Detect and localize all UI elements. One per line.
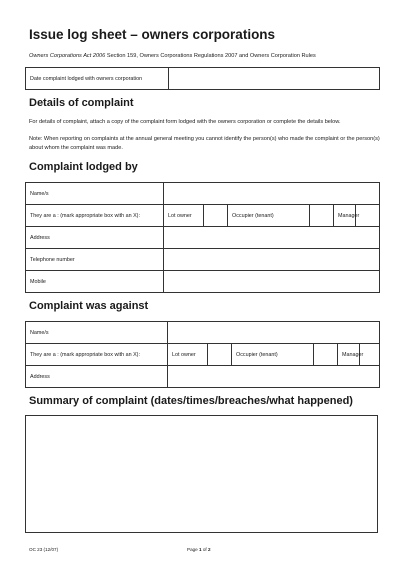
details-instructions: For details of complaint, attach a copy of the complaint form lodged with the owners corporation or complete the details below. — [29, 119, 341, 125]
against-name-field[interactable] — [168, 322, 380, 344]
page-number — [187, 547, 211, 552]
details-heading: Details of complaint — [29, 97, 134, 109]
against-address-label: Address — [26, 366, 168, 388]
page-word: Page — [187, 547, 200, 552]
form-code: OC 23 (12/07) — [29, 547, 59, 552]
against-lot-owner-label: Lot owner — [168, 344, 208, 366]
lodged-by-table — [25, 182, 380, 293]
act-name: Owners Corporations Act 2006 — [29, 53, 106, 59]
lodged-telephone-field[interactable] — [164, 249, 380, 271]
against-address-field[interactable] — [168, 366, 380, 388]
lodged-lot-owner-label: Lot owner — [164, 205, 204, 227]
lodged-mobile-field[interactable] — [164, 271, 380, 293]
lodged-lot-owner-checkbox[interactable] — [204, 205, 228, 227]
legislation-subtitle — [29, 53, 316, 59]
details-note: Note: When reporting on complaints at the annual general meeting you cannot identify the person(s) who made the complaint or the person(s) about whom the complaint was made. — [29, 136, 380, 151]
date-lodged-field[interactable] — [169, 68, 380, 90]
against-type-label: They are a : (mark appropriate box with an X): — [26, 344, 168, 366]
lodged-by-heading: Complaint lodged by — [29, 161, 138, 173]
against-name-label: Name/s — [26, 322, 168, 344]
lodged-occupier-checkbox[interactable] — [310, 205, 334, 227]
lodged-manager-label: Manager — [334, 205, 356, 227]
against-lot-owner-checkbox[interactable] — [208, 344, 232, 366]
date-lodged-table — [25, 67, 380, 90]
summary-heading: Summary of complaint (dates/times/breaches/what happened) — [29, 395, 353, 407]
lodged-type-label: They are a : (mark appropriate box with an X): — [26, 205, 164, 227]
lodged-mobile-label: Mobile — [26, 271, 164, 293]
date-lodged-label: Date complaint lodged with owners corporation — [26, 68, 169, 90]
lodged-name-field[interactable] — [164, 183, 380, 205]
lodged-address-field[interactable] — [164, 227, 380, 249]
page-title: Issue log sheet – owners corporations — [29, 27, 276, 42]
of-word: of — [201, 547, 208, 552]
summary-field[interactable] — [25, 415, 378, 533]
against-table — [25, 321, 380, 388]
page-current: 1 — [199, 547, 202, 552]
lodged-occupier-label: Occupier (tenant) — [228, 205, 310, 227]
against-heading: Complaint was against — [29, 300, 149, 312]
against-occupier-checkbox[interactable] — [314, 344, 338, 366]
against-manager-label: Manager — [338, 344, 360, 366]
page-total: 2 — [207, 547, 211, 552]
lodged-name-label: Name/s — [26, 183, 164, 205]
against-occupier-label: Occupier (tenant) — [232, 344, 314, 366]
regulations-text: Section 159, Owners Corporations Regulations 2007 and Owners Corporation Rules — [105, 53, 316, 59]
lodged-address-label: Address — [26, 227, 164, 249]
lodged-telephone-label: Telephone number — [26, 249, 164, 271]
